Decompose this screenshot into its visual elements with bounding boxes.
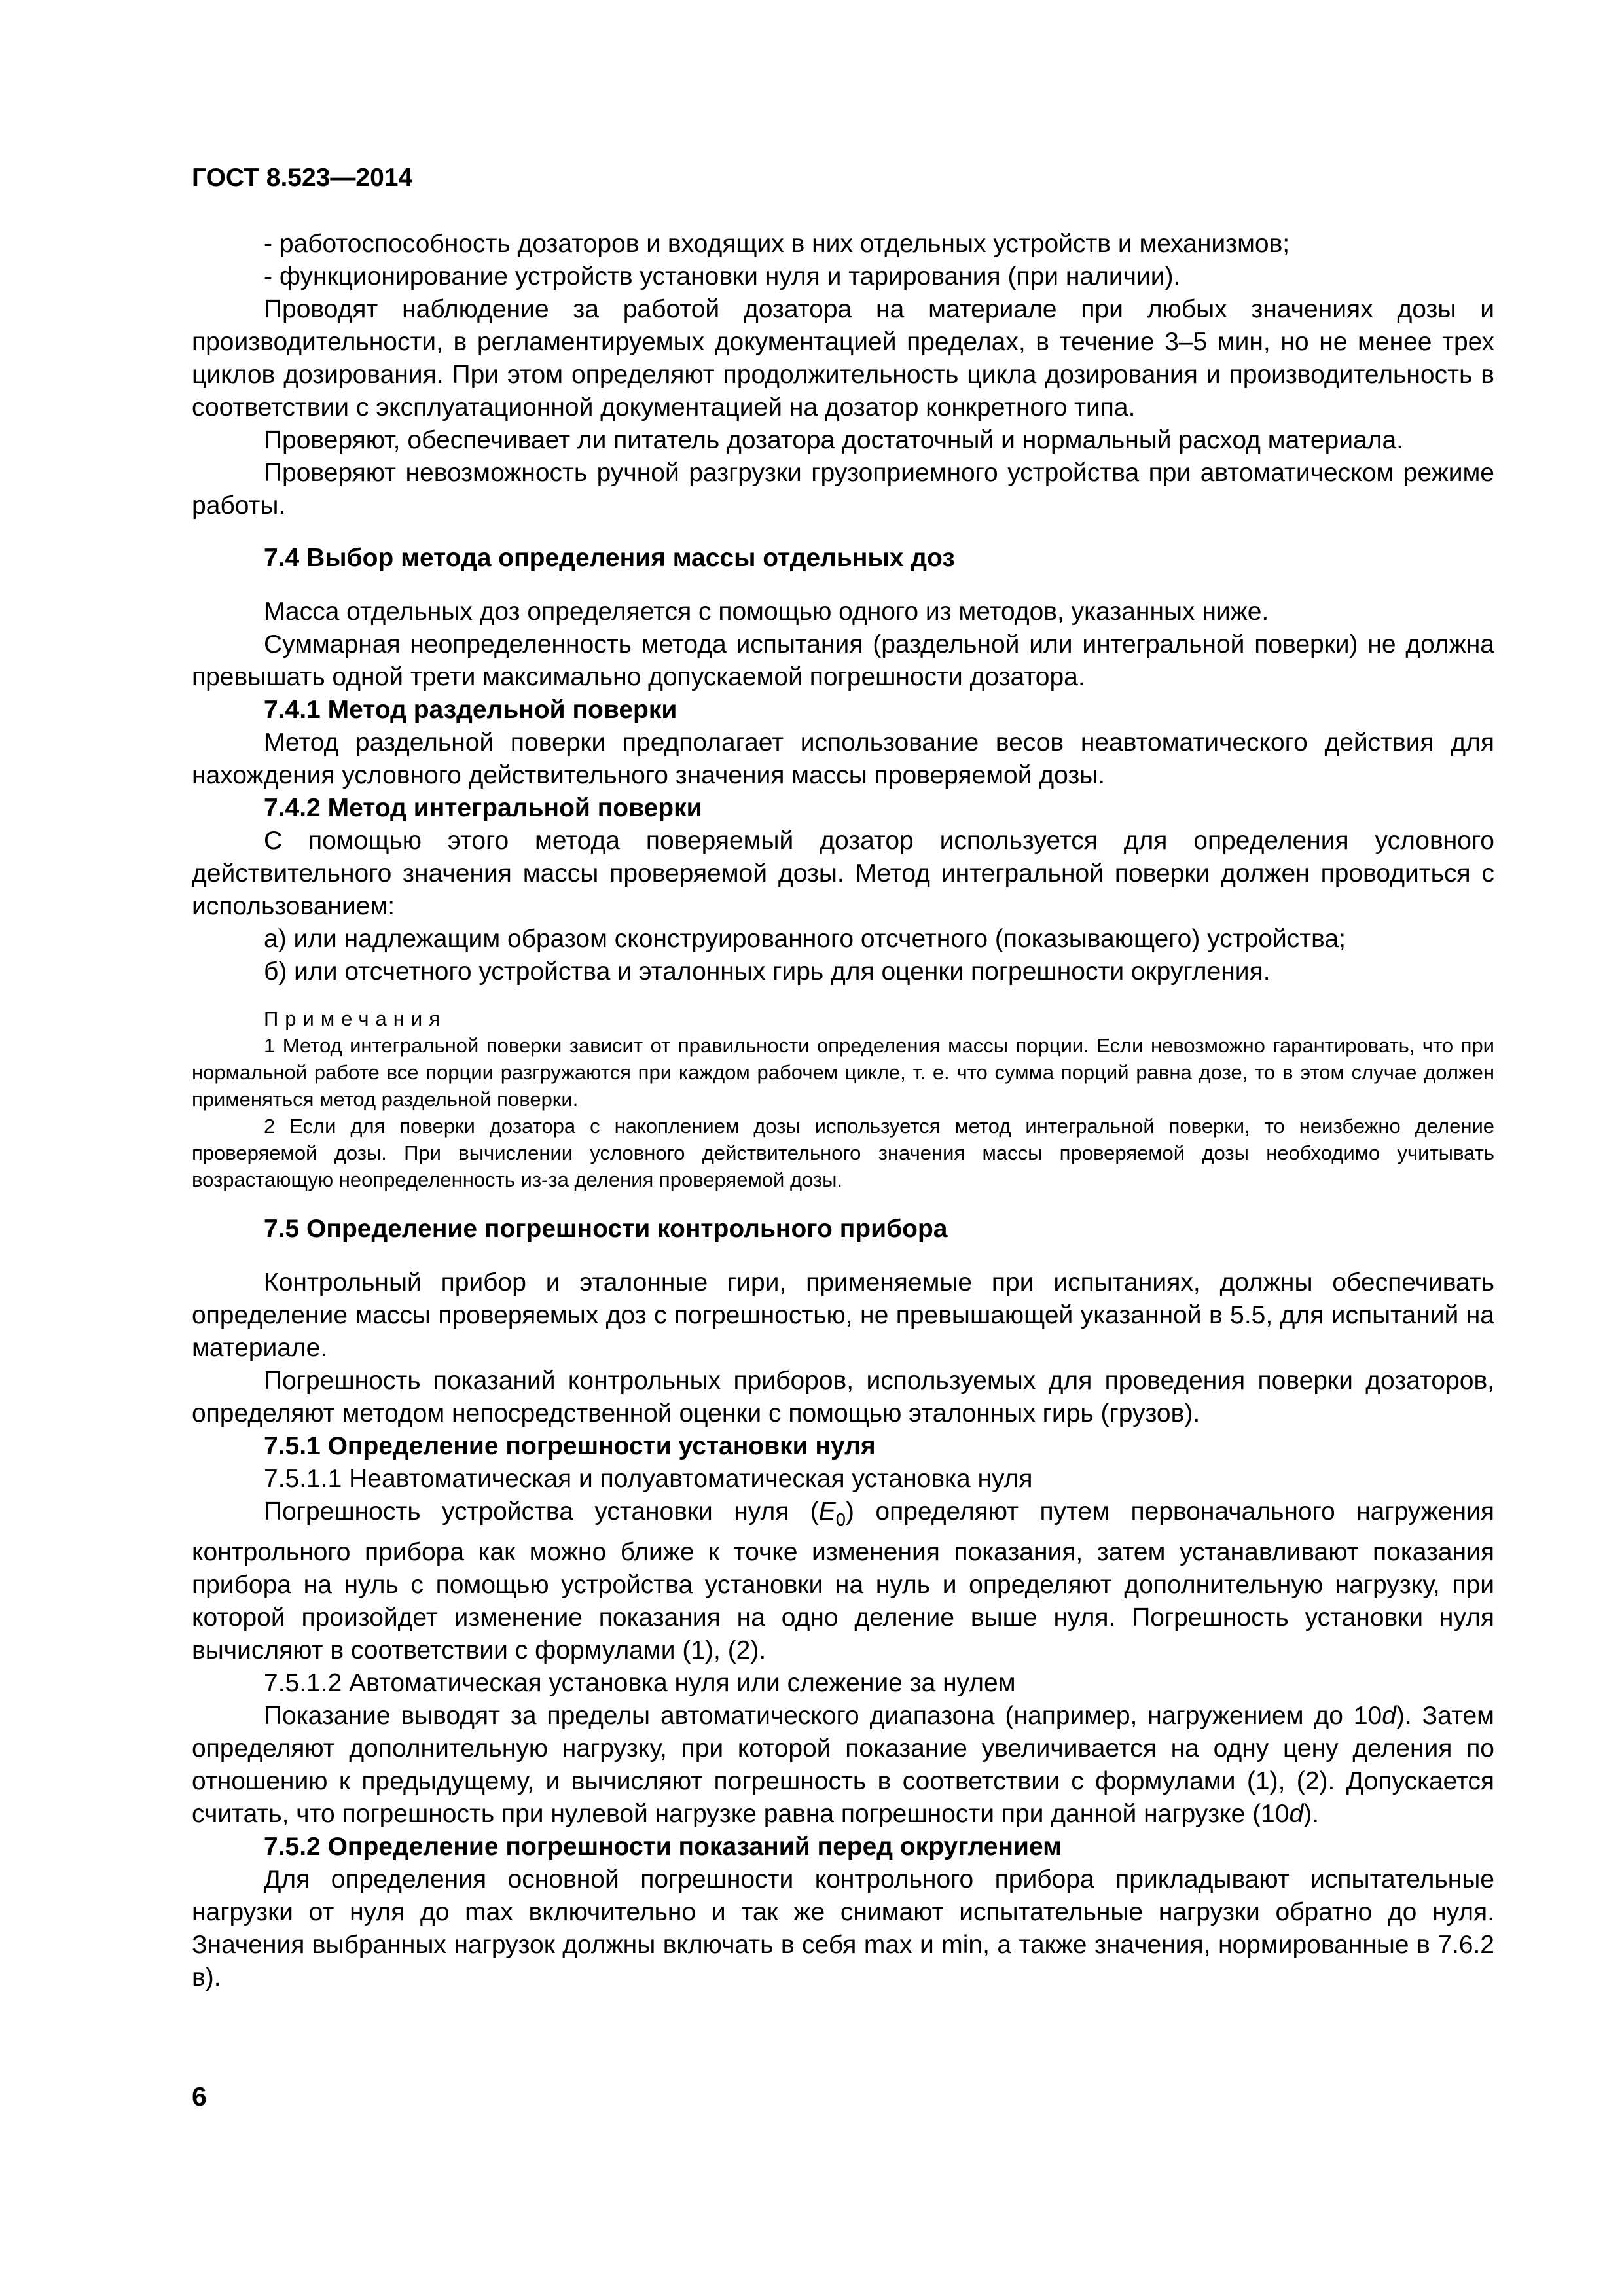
note-item: 1 Метод интегральной поверки зависит от правильности определения массы порции. Если невозможно гарантировать, что при нормальной работе все порции разгружаются при каждом рабочем цикле, т. е. что сумма порций равна дозе, то в этом случае должен применяться метод раздельной поверки. xyxy=(192,1034,1494,1111)
paragraph xyxy=(192,1496,1494,1667)
paragraph: Контрольный прибор и эталонные гири, применяемые при испытаниях, должны обеспечивать определение массы проверяемых доз с погрешностью, не превышающей указанной в 5.5, для испытаний на материале. xyxy=(192,1268,1494,1362)
paragraph: С помощью этого метода поверяемый дозатор используется для определения условного действительного значения массы проверяемой дозы. Метод интегральной поверки должен проводиться с использованием: xyxy=(192,827,1494,920)
paragraph: Для определения основной погрешности контрольного прибора прикладывают испытательные нагрузки от нуля до max включительно и так же снимают испытательные нагрузки обратно до нуля. Значения выбранных нагрузок должны включать в себя max и min, а также значения, нормированные в 7.6.2 в). xyxy=(192,1865,1494,1992)
section-heading-7-4: 7.4 Выбор метода определения массы отдельных доз xyxy=(264,544,955,572)
symbol-d: d xyxy=(1382,1701,1396,1730)
paragraph: Проверяют, обеспечивает ли питатель дозатора достаточный и нормальный расход материала. xyxy=(264,426,1403,454)
list-item: а) или надлежащим образом сконструированного отсчетного (показывающего) устройства; xyxy=(264,925,1346,953)
symbol-e: E xyxy=(818,1498,836,1526)
paragraph: Масса отдельных доз определяется с помощью одного из методов, указанных ниже. xyxy=(264,598,1269,626)
text-run: ). Затем определяют дополнительную нагрузку, при которой показание увеличивается на одну цену деления по отношению к предыдущему, и вычисляют погрешность в соответствии с формулами (1), (2). Допускается считать, что погрешность при нулевой нагрузке равна погрешности при данной нагрузке (10 xyxy=(192,1701,1494,1828)
paragraph xyxy=(192,1700,1494,1831)
symbol-d: d xyxy=(1289,1799,1304,1828)
subsection-title: 7.5.1.2 Автоматическая установка нуля или слежение за нулем xyxy=(264,1668,1016,1697)
text-run: ) определяют путем первоначального нагружения контрольного прибора как можно ближе к точке изменения показания, затем устанавливают показания прибора на нуль с помощью устройства установки на нуль и определяют дополнительную нагрузку, при которой произойдет изменение показания на одно деление выше нуля. Погрешность установки нуля вычисляют в соответствии с формулами (1), (2). xyxy=(192,1498,1494,1664)
subsection-title: 7.5.1.1 Неавтоматическая и полуавтоматическая установка нуля xyxy=(264,1465,1033,1493)
page-number: 6 xyxy=(192,2081,207,2111)
list-item: б) или отсчетного устройства и эталонных гирь для оценки погрешности округления. xyxy=(264,958,1271,986)
section-heading-7-4-2: 7.4.2 Метод интегральной поверки xyxy=(264,794,702,822)
note-item: 2 Если для поверки дозатора с накоплением дозы используется метод интегральной поверки, то неизбежно деление проверяемой дозы. При вычислении условного действительного значения массы проверяемой дозы необходимо учитывать возрастающую неопределенность из-за деления проверяемой дозы. xyxy=(192,1115,1494,1191)
page-content xyxy=(192,228,1494,1994)
text-run: Погрешность устройства установки нуля ( xyxy=(264,1498,819,1526)
notes-title: Примечания xyxy=(264,1007,446,1030)
section-heading-7-5-1: 7.5.1 Определение погрешности установки нуля xyxy=(264,1432,876,1460)
notes-block xyxy=(192,1005,1494,1193)
paragraph: Суммарная неопределенность метода испытания (раздельной или интегральной поверки) не должна превышать одной трети максимально допускаемой погрешности дозатора. xyxy=(192,630,1494,691)
document-code: ГОСТ 8.523—2014 xyxy=(192,164,413,192)
paragraph: Проводят наблюдение за работой дозатора на материале при любых значениях дозы и производительности, в регламентируемых документацией пределах, в течение 3–5 мин, но не менее трех циклов дозирования. При этом определяют продолжительность цикла дозирования и производительность в соответствии с эксплуатационной документацией на дозатор конкретного типа. xyxy=(192,295,1494,422)
paragraph: - функционирование устройств установки нуля и тарирования (при наличии). xyxy=(264,262,1181,291)
subscript: 0 xyxy=(835,1509,846,1530)
paragraph: Погрешность показаний контрольных приборов, используемых для проведения поверки дозаторов, определяют методом непосредственной оценки с помощью эталонных гирь (грузов). xyxy=(192,1367,1494,1427)
text-run: ). xyxy=(1303,1799,1320,1828)
paragraph: - работоспособность дозаторов и входящих в них отдельных устройств и механизмов; xyxy=(264,230,1290,258)
section-heading-7-4-1: 7.4.1 Метод раздельной поверки xyxy=(264,696,677,724)
text-run: Показание выводят за пределы автоматического диапазона (например, нагружением до 10 xyxy=(264,1701,1382,1730)
paragraph: Проверяют невозможность ручной разгрузки грузоприемного устройства при автоматическом режиме работы. xyxy=(192,459,1494,520)
paragraph: Метод раздельной поверки предполагает использование весов неавтоматического действия для нахождения условного действительного значения массы проверяемой дозы. xyxy=(192,728,1494,789)
section-heading-7-5: 7.5 Определение погрешности контрольного прибора xyxy=(264,1215,948,1243)
section-heading-7-5-2: 7.5.2 Определение погрешности показаний перед округлением xyxy=(264,1832,1062,1861)
